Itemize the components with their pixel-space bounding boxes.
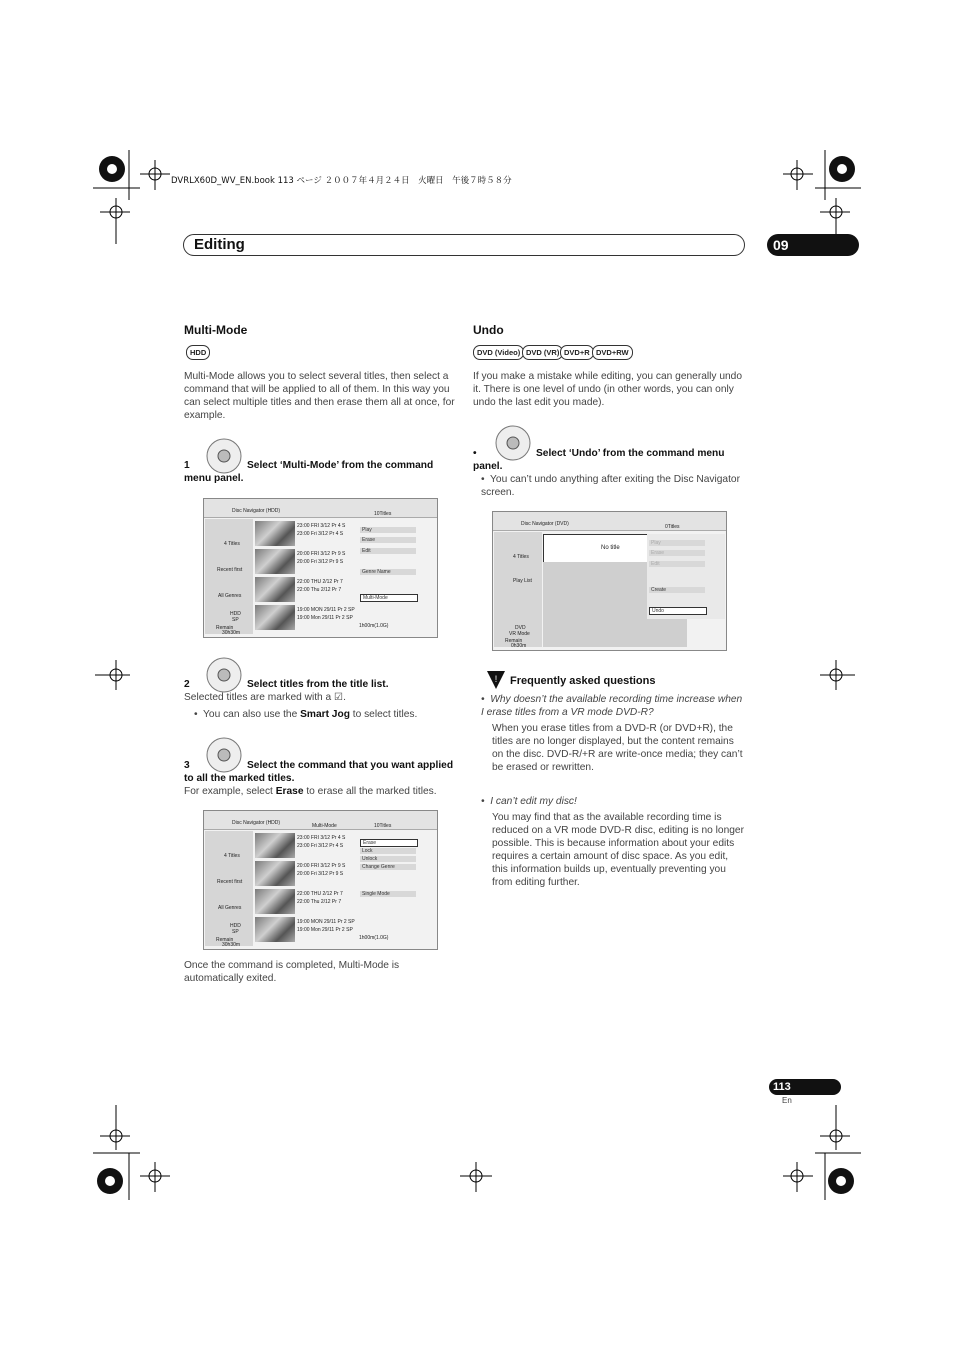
side-label: DVD: [515, 625, 526, 631]
undo-bullet-text: You can’t undo anything after exiting the Disc Navigator screen.: [481, 474, 740, 498]
side-label: Recent first: [217, 879, 243, 885]
title-row: 22:00 Thu 2/12 Pr 7: [297, 899, 342, 905]
side-label: 30h30m: [222, 942, 241, 948]
faq-q1-text: Why doesn’t the available recording time increase when I erase titles from a VR mode DVD-R?: [481, 694, 743, 718]
side-label: HDD: [230, 923, 241, 929]
file-header-line: DVRLX60D_WV_EN.book 113 ページ ２００７年４月２４日 火曜日 午後７時５８分: [171, 176, 512, 186]
chapter-number: 09: [767, 234, 859, 256]
side-label: HDD: [230, 611, 241, 617]
side-label: All Genres: [218, 593, 242, 599]
side-label: Play List: [513, 578, 532, 584]
menu-item[interactable]: Play: [360, 527, 416, 533]
faq-heading: Frequently asked questions: [510, 675, 656, 687]
faq-a2: You may find that as the available recording time is reduced on a VR mode DVD-R disc, editing is no longer possible. This is because information about your edits requires a certain amount of disc space. As you edit, this information builds up, eventually preventing you from editing further.: [492, 812, 744, 888]
side-label: 30h30m: [222, 630, 241, 636]
menu-item[interactable]: Change Genre: [360, 864, 416, 870]
step3-text: Select the command that you want applied to all the marked titles.: [184, 760, 454, 784]
title-row: 19:00 Mon 29/11 Pr 2 SP: [297, 927, 353, 933]
faq-q1: • Why doesn’t the available recording time increase when I erase titles from a VR mode DVD-R?: [481, 694, 743, 718]
dvd-screen-count: 0Titles: [665, 524, 680, 530]
screen1-size: 1h00m(1.0G): [359, 623, 389, 629]
step2-note: Selected titles are marked with a ☑.: [184, 692, 347, 703]
side-label: 4 Titles: [513, 554, 529, 560]
menu-item-selected[interactable]: Erase: [360, 839, 418, 847]
menu-item[interactable]: Play: [649, 540, 705, 546]
disc-navigator-dvd-screen: [492, 511, 727, 651]
step2-num: 2: [184, 679, 190, 690]
side-label: All Genres: [218, 905, 242, 911]
menu-item[interactable]: Unlock: [360, 856, 416, 862]
screen1-title: Disc Navigator (HDD): [232, 508, 281, 514]
erase-label: Erase: [275, 786, 304, 797]
bullet-text: to select titles.: [349, 709, 418, 720]
menu-item[interactable]: Edit: [360, 548, 416, 554]
title-row: 19:00 MON 29/11 Pr 2 SP: [297, 607, 355, 613]
side-label: Remain: [216, 937, 234, 943]
disc-navigator-screen-1: [203, 498, 438, 638]
side-label: 4 Titles: [224, 853, 240, 859]
menu-item[interactable]: Edit: [649, 561, 705, 567]
menu-item[interactable]: Erase: [649, 550, 705, 556]
title-row: 20:00 Fri 3/12 Pr 9 S: [297, 559, 344, 565]
step1-text: Select ‘Multi-Mode’ from the command menu panel.: [184, 460, 434, 484]
faq-a1: When you erase titles from a DVD-R (or DVD+R), the titles are no longer displayed, but the content remains on the disc. DVD-R/+R are write-once media; they can’t be erased or rewritten.: [492, 723, 743, 773]
title-row: 23:00 FRI 3/12 Pr 4 S: [297, 835, 346, 841]
multimode-outro: Once the command is completed, Multi-Mode is automatically exited.: [184, 960, 400, 984]
dvd-vr-badge: DVD (VR): [522, 345, 563, 360]
side-label: SP: [232, 929, 239, 935]
menu-item[interactable]: Erase: [360, 537, 416, 543]
screen2-count: 10Titles: [374, 823, 392, 829]
dvd-plus-rw-badge: DVD+RW: [592, 345, 633, 360]
side-label: Remain: [505, 638, 523, 644]
step2-text: Select titles from the title list.: [247, 679, 389, 690]
menu-item-selected[interactable]: Undo: [649, 607, 707, 615]
title-row: 23:00 Fri 3/12 Pr 4 S: [297, 843, 344, 849]
title-row: 23:00 FRI 3/12 Pr 4 S: [297, 523, 346, 529]
multimode-heading: Multi-Mode: [184, 323, 248, 337]
faq-q2-text: I can’t edit my disc!: [490, 796, 577, 807]
step1-num: 1: [184, 460, 190, 471]
language-label: En: [782, 1096, 792, 1105]
title-row: 20:00 Fri 3/12 Pr 9 S: [297, 871, 344, 877]
title-row: 20:00 FRI 3/12 Pr 9 S: [297, 551, 346, 557]
dvd-screen-title: Disc Navigator (DVD): [521, 521, 569, 527]
title-row: 23:00 Fri 3/12 Pr 4 S: [297, 531, 344, 537]
dvd-plus-r-badge: DVD+R: [560, 345, 594, 360]
no-title-label: No title: [601, 545, 620, 551]
chapter-title: Editing: [194, 236, 245, 253]
undo-bullet: • You can’t undo anything after exiting the Disc Navigator screen.: [481, 474, 740, 498]
title-row: 20:00 FRI 3/12 Pr 9 S: [297, 863, 346, 869]
multimode-intro: Multi-Mode allows you to select several titles, then select a command that will be applied to all of them. In this way you can select multiple titles and then erase them all at once, for example.: [184, 371, 455, 421]
hdd-badge: HDD: [186, 345, 210, 360]
step3-note: [184, 785, 456, 798]
undo-step: [473, 447, 745, 473]
menu-item[interactable]: Genre Name: [360, 569, 416, 575]
title-row: 19:00 Mon 29/11 Pr 2 SP: [297, 615, 353, 621]
title-row: 22:00 THU 2/12 Pr 7: [297, 891, 343, 897]
undo-step-bullet: •: [473, 448, 477, 459]
menu-item[interactable]: Lock: [360, 848, 416, 854]
svg-text:!: !: [494, 674, 498, 684]
chapter-bar: [183, 234, 859, 256]
title-row: 22:00 Thu 2/12 Pr 7: [297, 587, 342, 593]
menu-item-selected[interactable]: Multi-Mode: [360, 594, 418, 602]
bullet-text: You can also use the: [203, 709, 301, 720]
screen2-size: 1h00m(1.0G): [359, 935, 389, 941]
faq-icon: [485, 669, 507, 691]
step3: [184, 759, 456, 785]
smart-jog-label: Smart Jog: [300, 709, 350, 720]
note-text: For example, select: [184, 786, 276, 797]
menu-item[interactable]: Single Mode: [360, 891, 416, 897]
faq-q2: • I can’t edit my disc!: [481, 796, 577, 807]
side-label: Recent first: [217, 567, 243, 573]
undo-heading: Undo: [473, 323, 504, 337]
step2-bullet: • You can also use the Smart Jog to select titles.: [194, 709, 418, 720]
page-number: 113: [769, 1079, 841, 1095]
step2: [184, 678, 456, 691]
side-label: 4 Titles: [224, 541, 240, 547]
side-label: VR Mode: [509, 631, 530, 637]
screen1-count: 10Titles: [374, 511, 392, 517]
note-text: to erase all the marked titles.: [303, 786, 437, 797]
screen2-title: Disc Navigator (HDD): [232, 820, 281, 826]
undo-step-text: Select ‘Undo’ from the command menu panel.: [473, 448, 725, 472]
side-label: SP: [232, 617, 239, 623]
title-row: 22:00 THU 2/12 Pr 7: [297, 579, 343, 585]
step3-num: 3: [184, 760, 190, 771]
side-label: 0h30m: [511, 643, 527, 649]
disc-navigator-screen-2: [203, 810, 438, 950]
undo-intro: If you make a mistake while editing, you can generally undo it. There is one level of undo (in other words, you can only undo the last edit you made).: [473, 371, 742, 408]
dvd-video-badge: DVD (Video): [473, 345, 524, 360]
screen2-mode: Multi-Mode: [312, 823, 337, 829]
menu-item[interactable]: Create: [649, 587, 705, 593]
title-row: 19:00 MON 29/11 Pr 2 SP: [297, 919, 355, 925]
side-label: Remain: [216, 625, 234, 631]
step1: [184, 459, 456, 485]
